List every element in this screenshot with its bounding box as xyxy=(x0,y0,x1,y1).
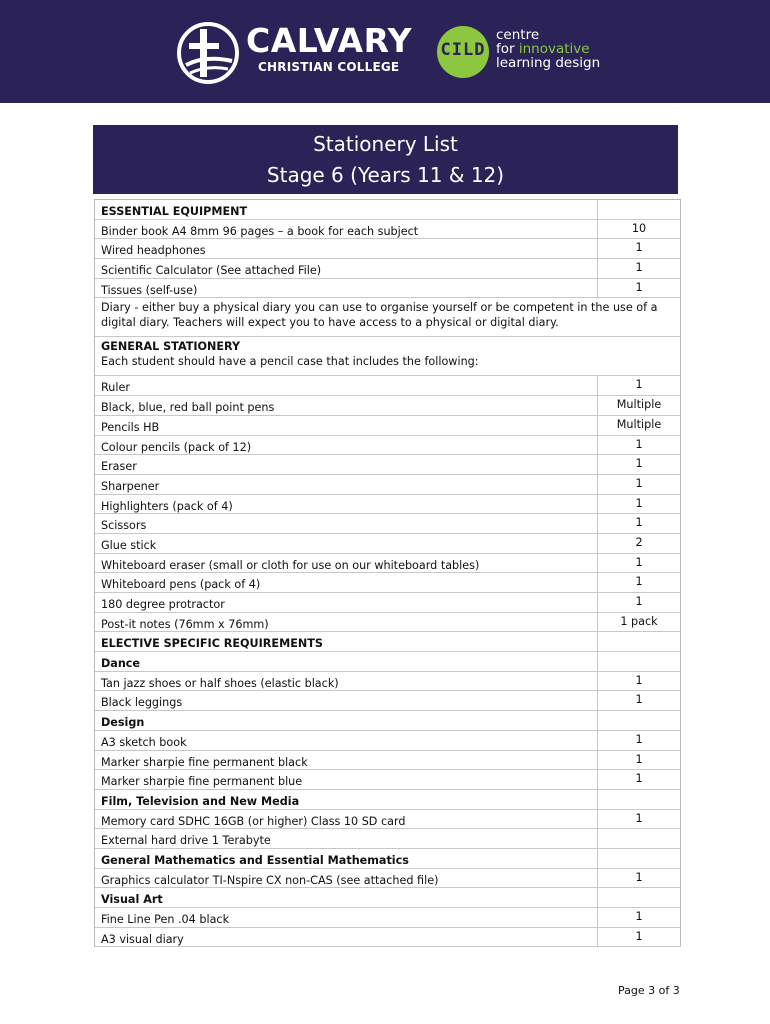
item-name: Black leggings xyxy=(95,691,598,710)
table-row xyxy=(95,691,681,711)
title-line2: Stage 6 (Years 11 & 12) xyxy=(266,163,505,187)
cild-mark: CILD xyxy=(440,40,486,60)
table-row xyxy=(95,337,681,376)
section-heading: GENERAL STATIONERY Each student should have a pencil case that includes the following: xyxy=(95,337,681,375)
item-quantity: 1 xyxy=(598,554,681,573)
item-quantity: Multiple xyxy=(598,416,681,435)
table-row xyxy=(95,632,681,652)
item-name: Fine Line Pen .04 black xyxy=(95,908,598,927)
table-row xyxy=(95,475,681,495)
item-name: Marker sharpie fine permanent black xyxy=(95,751,598,770)
table-row xyxy=(95,731,681,751)
item-name: 180 degree protractor xyxy=(95,593,598,612)
item-name: Ruler xyxy=(95,376,598,395)
item-quantity: 1 xyxy=(598,514,681,533)
table-row xyxy=(95,908,681,928)
item-name: Tissues (self-use) xyxy=(95,279,598,298)
item-quantity: 1 xyxy=(598,928,681,947)
item-quantity: 1 xyxy=(598,455,681,474)
item-name: Whiteboard pens (pack of 4) xyxy=(95,573,598,592)
table-row xyxy=(95,888,681,908)
table-row xyxy=(95,279,681,299)
item-quantity: 1 xyxy=(598,810,681,829)
table-row xyxy=(95,554,681,574)
page-number: Page 3 of 3 xyxy=(618,984,680,997)
item-quantity: 1 xyxy=(598,259,681,278)
section-heading: Dance xyxy=(95,652,598,671)
item-quantity: 1 xyxy=(598,376,681,395)
table-row xyxy=(95,790,681,810)
section-heading: General Mathematics and Essential Mathematics xyxy=(95,849,598,868)
item-quantity: 10 xyxy=(598,220,681,239)
cild-line1: centre xyxy=(496,27,540,43)
item-name: Glue stick xyxy=(95,534,598,553)
item-quantity: 1 xyxy=(598,731,681,750)
table-row xyxy=(95,810,681,830)
table-row xyxy=(95,416,681,436)
cild-logo-icon xyxy=(437,26,489,78)
item-quantity: 1 pack xyxy=(598,613,681,632)
table-row xyxy=(95,613,681,633)
item-name: Wired headphones xyxy=(95,239,598,258)
table-row xyxy=(95,770,681,790)
table-row xyxy=(95,672,681,692)
section-heading: ELECTIVE SPECIFIC REQUIREMENTS xyxy=(95,632,598,651)
table-row xyxy=(95,869,681,889)
section-heading: ESSENTIAL EQUIPMENT xyxy=(95,200,598,219)
table-row xyxy=(95,495,681,515)
table-row xyxy=(95,396,681,416)
table-row xyxy=(95,298,681,337)
section-heading: Visual Art xyxy=(95,888,598,907)
item-name: Highlighters (pack of 4) xyxy=(95,495,598,514)
table-row xyxy=(95,652,681,672)
item-name: A3 sketch book xyxy=(95,731,598,750)
brand-title: CALVARY xyxy=(246,21,413,60)
table-row xyxy=(95,259,681,279)
item-quantity: 1 xyxy=(598,436,681,455)
table-row xyxy=(95,376,681,396)
header-banner xyxy=(0,0,770,103)
item-quantity: 1 xyxy=(598,672,681,691)
item-quantity: 1 xyxy=(598,691,681,710)
table-row xyxy=(95,711,681,731)
table-row xyxy=(95,534,681,554)
item-name: Scissors xyxy=(95,514,598,533)
item-name: Pencils HB xyxy=(95,416,598,435)
item-name: External hard drive 1 Terabyte xyxy=(95,829,598,848)
stationery-table xyxy=(94,199,681,947)
item-quantity: 1 xyxy=(598,495,681,514)
table-row xyxy=(95,514,681,534)
item-quantity: 1 xyxy=(598,279,681,298)
item-name: Binder book A4 8mm 96 pages – a book for each subject xyxy=(95,220,598,239)
item-quantity: 1 xyxy=(598,908,681,927)
item-name: Eraser xyxy=(95,455,598,474)
item-quantity: 1 xyxy=(598,573,681,592)
item-quantity: 2 xyxy=(598,534,681,553)
item-quantity: 1 xyxy=(598,475,681,494)
table-row xyxy=(95,829,681,849)
item-name: Sharpener xyxy=(95,475,598,494)
item-quantity xyxy=(598,711,681,730)
table-row xyxy=(95,239,681,259)
item-name: Graphics calculator TI-Nspire CX non-CAS (see attached file) xyxy=(95,869,598,888)
section-heading: Film, Television and New Media xyxy=(95,790,598,809)
item-quantity: Multiple xyxy=(598,396,681,415)
brand-subtitle: CHRISTIAN COLLEGE xyxy=(258,60,400,74)
calvary-cross-logo-icon xyxy=(176,21,240,85)
table-row xyxy=(95,573,681,593)
item-quantity xyxy=(598,790,681,809)
item-name: Colour pencils (pack of 12) xyxy=(95,436,598,455)
cild-line2: for innovative xyxy=(496,41,590,57)
item-quantity xyxy=(598,200,681,219)
item-quantity: 1 xyxy=(598,239,681,258)
table-row xyxy=(95,436,681,456)
table-row xyxy=(95,220,681,240)
item-quantity xyxy=(598,888,681,907)
item-name: Black, blue, red ball point pens xyxy=(95,396,598,415)
table-row xyxy=(95,751,681,771)
title-line1: Stationery List xyxy=(313,132,458,156)
table-row xyxy=(95,593,681,613)
item-quantity xyxy=(598,829,681,848)
item-quantity: 1 xyxy=(598,751,681,770)
item-quantity xyxy=(598,652,681,671)
item-name: Scientific Calculator (See attached File) xyxy=(95,259,598,278)
item-quantity xyxy=(598,849,681,868)
item-name: Marker sharpie fine permanent blue xyxy=(95,770,598,789)
item-name: Memory card SDHC 16GB (or higher) Class 10 SD card xyxy=(95,810,598,829)
item-quantity: 1 xyxy=(598,869,681,888)
item-name: Tan jazz shoes or half shoes (elastic black) xyxy=(95,672,598,691)
cild-line3: learning design xyxy=(496,55,601,71)
table-row xyxy=(95,928,681,948)
item-name: Post-it notes (76mm x 76mm) xyxy=(95,613,598,632)
note-cell: Diary - either buy a physical diary you can use to organise yourself or be competent in the use of a digital diary. Teachers will expect you to have access to a physical or digital diary. xyxy=(95,298,681,336)
page-title xyxy=(93,125,678,194)
item-quantity xyxy=(598,632,681,651)
table-row xyxy=(95,455,681,475)
item-name: A3 visual diary xyxy=(95,928,598,947)
table-row xyxy=(95,200,681,220)
item-quantity: 1 xyxy=(598,593,681,612)
table-row xyxy=(95,849,681,869)
item-quantity: 1 xyxy=(598,770,681,789)
section-heading: Design xyxy=(95,711,598,730)
item-name: Whiteboard eraser (small or cloth for use on our whiteboard tables) xyxy=(95,554,598,573)
cild-name xyxy=(496,28,600,70)
